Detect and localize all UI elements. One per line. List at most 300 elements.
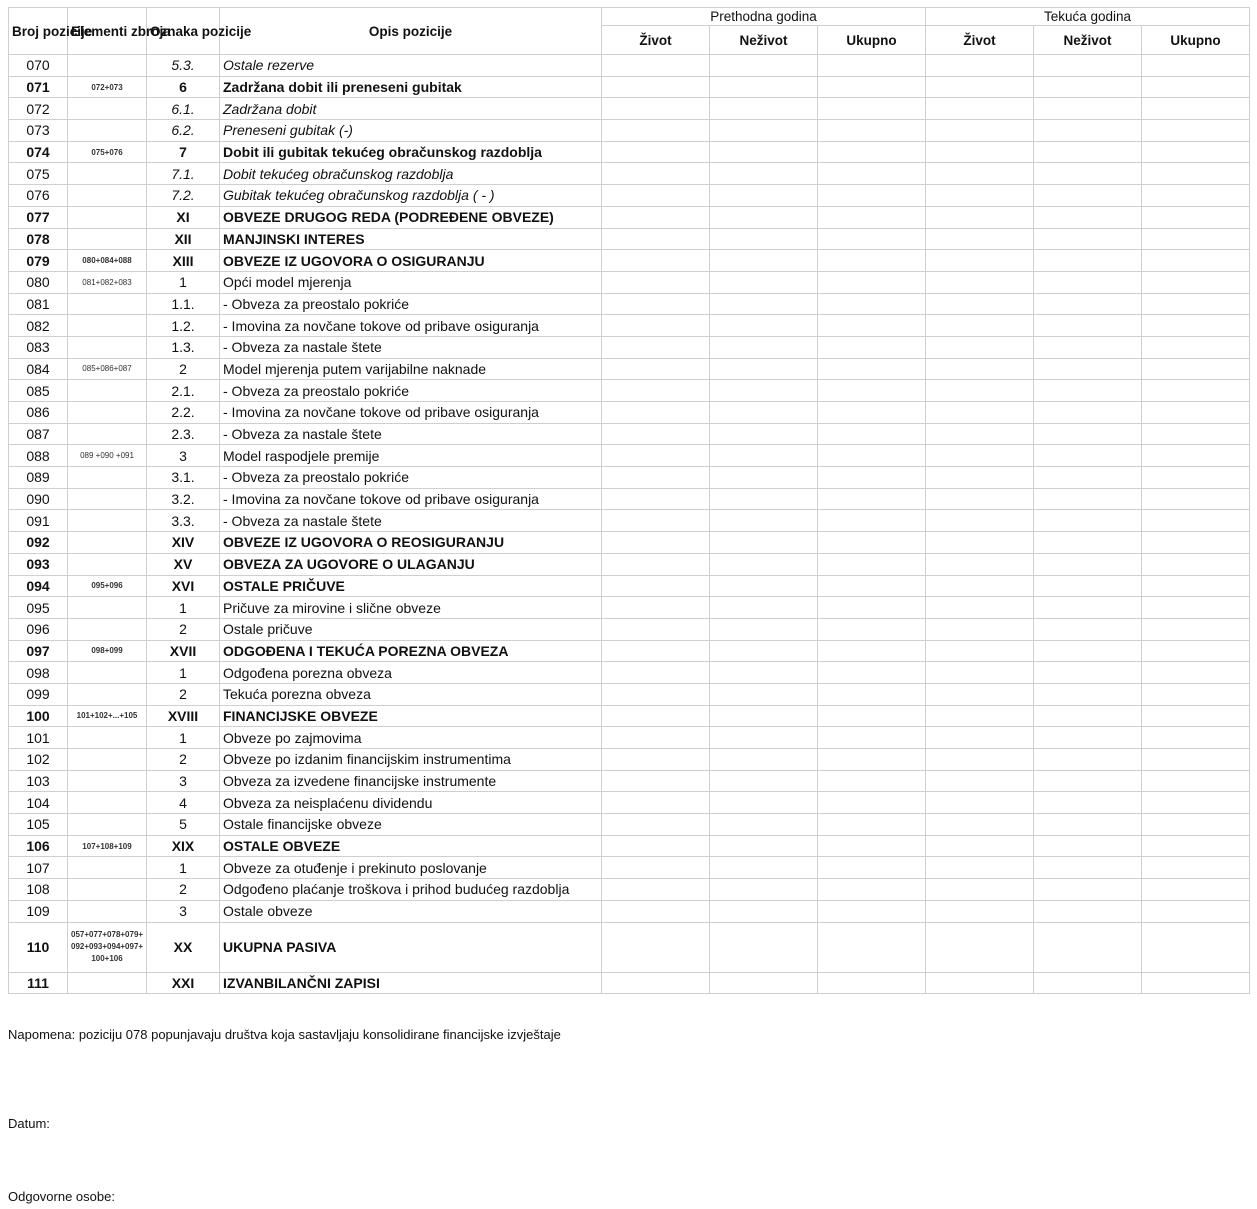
value-cell-prev-ukupno[interactable]: [818, 792, 926, 814]
value-cell-prev-ukupno[interactable]: [818, 597, 926, 619]
value-cell-prev-ukupno[interactable]: [818, 553, 926, 575]
value-cell-prev-ukupno[interactable]: [818, 683, 926, 705]
sum-elements: [68, 228, 147, 250]
table-row: [9, 228, 1250, 250]
position-number: 081: [9, 293, 68, 315]
value-cell-prev-ukupno[interactable]: [818, 402, 926, 424]
value-cell-prev-ukupno[interactable]: [818, 380, 926, 402]
value-cell-prev-nezivot[interactable]: [710, 879, 818, 901]
value-cell-cur-nezivot[interactable]: [1034, 358, 1142, 380]
position-number: 083: [9, 336, 68, 358]
value-cell-prev-nezivot[interactable]: [710, 972, 818, 994]
position-mark: 1.2.: [147, 315, 220, 337]
value-cell-cur-zivot[interactable]: [926, 445, 1034, 467]
value-cell-prev-nezivot[interactable]: [710, 423, 818, 445]
value-cell-cur-nezivot[interactable]: [1034, 662, 1142, 684]
position-description: OSTALE OBVEZE: [220, 835, 602, 857]
value-cell-cur-ukupno[interactable]: [1142, 228, 1250, 250]
value-cell-cur-ukupno[interactable]: [1142, 141, 1250, 163]
value-cell-prev-ukupno[interactable]: [818, 900, 926, 922]
value-cell-cur-ukupno[interactable]: [1142, 336, 1250, 358]
value-cell-cur-nezivot[interactable]: [1034, 510, 1142, 532]
value-cell-prev-zivot[interactable]: [602, 749, 710, 771]
value-cell-prev-zivot[interactable]: [602, 662, 710, 684]
value-cell-cur-nezivot[interactable]: [1034, 98, 1142, 120]
value-cell-cur-nezivot[interactable]: [1034, 532, 1142, 554]
value-cell-prev-nezivot[interactable]: [710, 575, 818, 597]
value-cell-cur-nezivot[interactable]: [1034, 55, 1142, 77]
position-description: - Imovina za novčane tokove od pribave osiguranja: [220, 315, 602, 337]
value-cell-prev-nezivot[interactable]: [710, 597, 818, 619]
value-cell-cur-nezivot[interactable]: [1034, 683, 1142, 705]
value-cell-prev-nezivot[interactable]: [710, 315, 818, 337]
value-cell-prev-ukupno[interactable]: [818, 423, 926, 445]
value-cell-prev-zivot[interactable]: [602, 488, 710, 510]
value-cell-prev-zivot[interactable]: [602, 727, 710, 749]
value-cell-cur-ukupno[interactable]: [1142, 749, 1250, 771]
value-cell-prev-nezivot[interactable]: [710, 553, 818, 575]
value-cell-prev-ukupno[interactable]: [818, 835, 926, 857]
value-cell-cur-zivot[interactable]: [926, 814, 1034, 836]
value-cell-cur-nezivot[interactable]: [1034, 640, 1142, 662]
value-cell-cur-zivot[interactable]: [926, 293, 1034, 315]
value-cell-cur-ukupno[interactable]: [1142, 98, 1250, 120]
value-cell-cur-ukupno[interactable]: [1142, 857, 1250, 879]
value-cell-cur-zivot[interactable]: [926, 206, 1034, 228]
value-cell-prev-nezivot[interactable]: [710, 683, 818, 705]
value-cell-prev-nezivot[interactable]: [710, 98, 818, 120]
value-cell-prev-zivot[interactable]: [602, 120, 710, 142]
value-cell-cur-ukupno[interactable]: [1142, 55, 1250, 77]
value-cell-prev-zivot[interactable]: [602, 705, 710, 727]
value-cell-prev-nezivot[interactable]: [710, 900, 818, 922]
value-cell-cur-zivot[interactable]: [926, 900, 1034, 922]
position-mark: 5.3.: [147, 55, 220, 77]
value-cell-cur-ukupno[interactable]: [1142, 922, 1250, 972]
position-description: IZVANBILANČNI ZAPISI: [220, 972, 602, 994]
value-cell-cur-nezivot[interactable]: [1034, 770, 1142, 792]
value-cell-prev-ukupno[interactable]: [818, 336, 926, 358]
value-cell-cur-nezivot[interactable]: [1034, 922, 1142, 972]
value-cell-cur-nezivot[interactable]: [1034, 972, 1142, 994]
value-cell-prev-zivot[interactable]: [602, 597, 710, 619]
table-row: [9, 553, 1250, 575]
value-cell-prev-zivot[interactable]: [602, 467, 710, 489]
value-cell-cur-zivot[interactable]: [926, 532, 1034, 554]
value-cell-cur-ukupno[interactable]: [1142, 835, 1250, 857]
value-cell-cur-zivot[interactable]: [926, 640, 1034, 662]
value-cell-prev-ukupno[interactable]: [818, 814, 926, 836]
value-cell-prev-ukupno[interactable]: [818, 467, 926, 489]
value-cell-cur-nezivot[interactable]: [1034, 553, 1142, 575]
value-cell-prev-ukupno[interactable]: [818, 705, 926, 727]
value-cell-prev-zivot[interactable]: [602, 402, 710, 424]
value-cell-prev-zivot[interactable]: [602, 293, 710, 315]
table-row: [9, 662, 1250, 684]
table-row: [9, 445, 1250, 467]
value-cell-prev-nezivot[interactable]: [710, 488, 818, 510]
value-cell-prev-nezivot[interactable]: [710, 510, 818, 532]
value-cell-prev-zivot[interactable]: [602, 380, 710, 402]
value-cell-cur-zivot[interactable]: [926, 163, 1034, 185]
value-cell-prev-nezivot[interactable]: [710, 206, 818, 228]
value-cell-prev-nezivot[interactable]: [710, 705, 818, 727]
value-cell-cur-nezivot[interactable]: [1034, 575, 1142, 597]
value-cell-prev-ukupno[interactable]: [818, 445, 926, 467]
value-cell-cur-zivot[interactable]: [926, 972, 1034, 994]
value-cell-cur-zivot[interactable]: [926, 55, 1034, 77]
position-mark: XIV: [147, 532, 220, 554]
value-cell-cur-zivot[interactable]: [926, 749, 1034, 771]
value-cell-prev-zivot[interactable]: [602, 228, 710, 250]
value-cell-cur-nezivot[interactable]: [1034, 380, 1142, 402]
table-row: [9, 98, 1250, 120]
sum-elements: [68, 662, 147, 684]
value-cell-prev-ukupno[interactable]: [818, 120, 926, 142]
value-cell-prev-nezivot[interactable]: [710, 835, 818, 857]
value-cell-cur-zivot[interactable]: [926, 510, 1034, 532]
position-mark: 3.2.: [147, 488, 220, 510]
value-cell-cur-nezivot[interactable]: [1034, 76, 1142, 98]
value-cell-cur-ukupno[interactable]: [1142, 532, 1250, 554]
sum-elements: [68, 683, 147, 705]
value-cell-prev-nezivot[interactable]: [710, 55, 818, 77]
value-cell-cur-zivot[interactable]: [926, 553, 1034, 575]
value-cell-cur-zivot[interactable]: [926, 575, 1034, 597]
value-cell-cur-nezivot[interactable]: [1034, 814, 1142, 836]
value-cell-cur-nezivot[interactable]: [1034, 250, 1142, 272]
value-cell-prev-zivot[interactable]: [602, 532, 710, 554]
value-cell-cur-ukupno[interactable]: [1142, 510, 1250, 532]
value-cell-prev-ukupno[interactable]: [818, 532, 926, 554]
value-cell-cur-ukupno[interactable]: [1142, 185, 1250, 207]
position-number: 079: [9, 250, 68, 272]
value-cell-prev-ukupno[interactable]: [818, 972, 926, 994]
value-cell-cur-ukupno[interactable]: [1142, 662, 1250, 684]
value-cell-cur-zivot[interactable]: [926, 380, 1034, 402]
value-cell-cur-ukupno[interactable]: [1142, 597, 1250, 619]
value-cell-prev-nezivot[interactable]: [710, 532, 818, 554]
value-cell-prev-nezivot[interactable]: [710, 141, 818, 163]
value-cell-prev-zivot[interactable]: [602, 618, 710, 640]
value-cell-cur-nezivot[interactable]: [1034, 727, 1142, 749]
value-cell-prev-ukupno[interactable]: [818, 662, 926, 684]
value-cell-prev-zivot[interactable]: [602, 972, 710, 994]
value-cell-prev-ukupno[interactable]: [818, 271, 926, 293]
value-cell-prev-ukupno[interactable]: [818, 358, 926, 380]
value-cell-cur-nezivot[interactable]: [1034, 271, 1142, 293]
value-cell-prev-ukupno[interactable]: [818, 163, 926, 185]
position-number: 088: [9, 445, 68, 467]
value-cell-prev-nezivot[interactable]: [710, 467, 818, 489]
balance-sheet-table: [8, 7, 1250, 994]
value-cell-prev-zivot[interactable]: [602, 315, 710, 337]
value-cell-cur-zivot[interactable]: [926, 423, 1034, 445]
position-description: Obveza za izvedene financijske instrumente: [220, 770, 602, 792]
value-cell-prev-zivot[interactable]: [602, 423, 710, 445]
value-cell-cur-zivot[interactable]: [926, 857, 1034, 879]
value-cell-cur-ukupno[interactable]: [1142, 293, 1250, 315]
value-cell-cur-zivot[interactable]: [926, 141, 1034, 163]
value-cell-cur-zivot[interactable]: [926, 792, 1034, 814]
value-cell-cur-nezivot[interactable]: [1034, 835, 1142, 857]
value-cell-prev-ukupno[interactable]: [818, 727, 926, 749]
value-cell-prev-ukupno[interactable]: [818, 857, 926, 879]
value-cell-cur-ukupno[interactable]: [1142, 705, 1250, 727]
value-cell-prev-ukupno[interactable]: [818, 879, 926, 901]
value-cell-cur-nezivot[interactable]: [1034, 185, 1142, 207]
value-cell-prev-zivot[interactable]: [602, 553, 710, 575]
value-cell-cur-ukupno[interactable]: [1142, 467, 1250, 489]
value-cell-cur-zivot[interactable]: [926, 185, 1034, 207]
value-cell-cur-zivot[interactable]: [926, 98, 1034, 120]
value-cell-prev-nezivot[interactable]: [710, 250, 818, 272]
value-cell-cur-zivot[interactable]: [926, 879, 1034, 901]
value-cell-prev-nezivot[interactable]: [710, 380, 818, 402]
value-cell-prev-zivot[interactable]: [602, 185, 710, 207]
value-cell-prev-nezivot[interactable]: [710, 749, 818, 771]
value-cell-cur-zivot[interactable]: [926, 835, 1034, 857]
value-cell-cur-zivot[interactable]: [926, 618, 1034, 640]
table-row: [9, 597, 1250, 619]
value-cell-cur-zivot[interactable]: [926, 228, 1034, 250]
value-cell-prev-ukupno[interactable]: [818, 770, 926, 792]
value-cell-cur-ukupno[interactable]: [1142, 618, 1250, 640]
value-cell-cur-zivot[interactable]: [926, 315, 1034, 337]
value-cell-cur-nezivot[interactable]: [1034, 423, 1142, 445]
value-cell-cur-zivot[interactable]: [926, 662, 1034, 684]
value-cell-cur-ukupno[interactable]: [1142, 380, 1250, 402]
position-mark: 2: [147, 358, 220, 380]
value-cell-cur-zivot[interactable]: [926, 467, 1034, 489]
value-cell-prev-nezivot[interactable]: [710, 445, 818, 467]
value-cell-cur-nezivot[interactable]: [1034, 228, 1142, 250]
value-cell-prev-nezivot[interactable]: [710, 163, 818, 185]
value-cell-prev-ukupno[interactable]: [818, 76, 926, 98]
value-cell-prev-zivot[interactable]: [602, 76, 710, 98]
position-number: 072: [9, 98, 68, 120]
value-cell-prev-ukupno[interactable]: [818, 228, 926, 250]
sum-elements: [68, 857, 147, 879]
value-cell-cur-nezivot[interactable]: [1034, 597, 1142, 619]
position-number: 108: [9, 879, 68, 901]
value-cell-prev-zivot[interactable]: [602, 55, 710, 77]
value-cell-prev-zivot[interactable]: [602, 770, 710, 792]
value-cell-cur-ukupno[interactable]: [1142, 206, 1250, 228]
value-cell-prev-nezivot[interactable]: [710, 402, 818, 424]
value-cell-prev-nezivot[interactable]: [710, 727, 818, 749]
value-cell-prev-zivot[interactable]: [602, 640, 710, 662]
value-cell-cur-nezivot[interactable]: [1034, 467, 1142, 489]
value-cell-cur-ukupno[interactable]: [1142, 727, 1250, 749]
table-row: [9, 532, 1250, 554]
value-cell-prev-ukupno[interactable]: [818, 206, 926, 228]
value-cell-cur-nezivot[interactable]: [1034, 120, 1142, 142]
value-cell-prev-nezivot[interactable]: [710, 618, 818, 640]
value-cell-prev-zivot[interactable]: [602, 792, 710, 814]
value-cell-prev-zivot[interactable]: [602, 163, 710, 185]
value-cell-prev-nezivot[interactable]: [710, 336, 818, 358]
value-cell-cur-nezivot[interactable]: [1034, 749, 1142, 771]
value-cell-cur-ukupno[interactable]: [1142, 120, 1250, 142]
value-cell-prev-zivot[interactable]: [602, 922, 710, 972]
value-cell-cur-nezivot[interactable]: [1034, 402, 1142, 424]
value-cell-cur-nezivot[interactable]: [1034, 792, 1142, 814]
value-cell-cur-ukupno[interactable]: [1142, 575, 1250, 597]
value-cell-cur-nezivot[interactable]: [1034, 705, 1142, 727]
value-cell-cur-nezivot[interactable]: [1034, 293, 1142, 315]
value-cell-prev-zivot[interactable]: [602, 575, 710, 597]
value-cell-cur-ukupno[interactable]: [1142, 358, 1250, 380]
value-cell-cur-zivot[interactable]: [926, 683, 1034, 705]
value-cell-cur-zivot[interactable]: [926, 597, 1034, 619]
value-cell-prev-nezivot[interactable]: [710, 662, 818, 684]
position-number: 071: [9, 76, 68, 98]
value-cell-cur-ukupno[interactable]: [1142, 640, 1250, 662]
value-cell-cur-zivot[interactable]: [926, 76, 1034, 98]
value-cell-cur-zivot[interactable]: [926, 922, 1034, 972]
value-cell-cur-ukupno[interactable]: [1142, 553, 1250, 575]
value-cell-cur-ukupno[interactable]: [1142, 972, 1250, 994]
value-cell-prev-nezivot[interactable]: [710, 922, 818, 972]
value-cell-cur-ukupno[interactable]: [1142, 76, 1250, 98]
value-cell-cur-ukupno[interactable]: [1142, 423, 1250, 445]
value-cell-cur-zivot[interactable]: [926, 705, 1034, 727]
value-cell-cur-nezivot[interactable]: [1034, 879, 1142, 901]
value-cell-cur-nezivot[interactable]: [1034, 488, 1142, 510]
table-row: [9, 163, 1250, 185]
table-row: [9, 402, 1250, 424]
value-cell-cur-zivot[interactable]: [926, 727, 1034, 749]
position-description: Opći model mjerenja: [220, 271, 602, 293]
table-row: [9, 857, 1250, 879]
value-cell-prev-zivot[interactable]: [602, 271, 710, 293]
value-cell-cur-zivot[interactable]: [926, 120, 1034, 142]
value-cell-cur-ukupno[interactable]: [1142, 792, 1250, 814]
value-cell-prev-zivot[interactable]: [602, 814, 710, 836]
table-row: [9, 900, 1250, 922]
value-cell-prev-ukupno[interactable]: [818, 315, 926, 337]
value-cell-cur-ukupno[interactable]: [1142, 315, 1250, 337]
value-cell-cur-ukupno[interactable]: [1142, 683, 1250, 705]
position-mark: XX: [147, 922, 220, 972]
responsible-persons-label: Odgovorne osobe:: [8, 1189, 115, 1204]
value-cell-prev-ukupno[interactable]: [818, 293, 926, 315]
value-cell-prev-nezivot[interactable]: [710, 770, 818, 792]
value-cell-cur-ukupno[interactable]: [1142, 488, 1250, 510]
sum-elements: [68, 900, 147, 922]
value-cell-prev-nezivot[interactable]: [710, 76, 818, 98]
value-cell-prev-nezivot[interactable]: [710, 228, 818, 250]
value-cell-prev-zivot[interactable]: [602, 206, 710, 228]
value-cell-cur-zivot[interactable]: [926, 770, 1034, 792]
value-cell-prev-nezivot[interactable]: [710, 293, 818, 315]
value-cell-prev-ukupno[interactable]: [818, 98, 926, 120]
value-cell-prev-zivot[interactable]: [602, 250, 710, 272]
position-description: - Imovina za novčane tokove od pribave osiguranja: [220, 402, 602, 424]
position-mark: 1: [147, 271, 220, 293]
value-cell-prev-nezivot[interactable]: [710, 857, 818, 879]
table-row: [9, 835, 1250, 857]
value-cell-cur-zivot[interactable]: [926, 250, 1034, 272]
value-cell-prev-zivot[interactable]: [602, 445, 710, 467]
position-number: 076: [9, 185, 68, 207]
value-cell-prev-zivot[interactable]: [602, 98, 710, 120]
value-cell-cur-ukupno[interactable]: [1142, 814, 1250, 836]
value-cell-prev-nezivot[interactable]: [710, 120, 818, 142]
position-mark: 1.1.: [147, 293, 220, 315]
value-cell-prev-zivot[interactable]: [602, 510, 710, 532]
value-cell-cur-nezivot[interactable]: [1034, 445, 1142, 467]
value-cell-prev-zivot[interactable]: [602, 336, 710, 358]
value-cell-cur-zivot[interactable]: [926, 271, 1034, 293]
value-cell-cur-ukupno[interactable]: [1142, 250, 1250, 272]
value-cell-prev-ukupno[interactable]: [818, 749, 926, 771]
value-cell-prev-ukupno[interactable]: [818, 185, 926, 207]
value-cell-cur-ukupno[interactable]: [1142, 163, 1250, 185]
value-cell-prev-zivot[interactable]: [602, 900, 710, 922]
value-cell-prev-zivot[interactable]: [602, 358, 710, 380]
value-cell-prev-zivot[interactable]: [602, 835, 710, 857]
header-broj: Broj pozicije: [9, 8, 68, 55]
table-row: [9, 727, 1250, 749]
value-cell-cur-nezivot[interactable]: [1034, 900, 1142, 922]
position-description: Odgođeno plaćanje troškova i prihod budućeg razdoblja: [220, 879, 602, 901]
value-cell-prev-zivot[interactable]: [602, 879, 710, 901]
value-cell-prev-ukupno[interactable]: [818, 575, 926, 597]
value-cell-cur-nezivot[interactable]: [1034, 857, 1142, 879]
value-cell-cur-nezivot[interactable]: [1034, 336, 1142, 358]
value-cell-cur-zivot[interactable]: [926, 336, 1034, 358]
position-mark: XVII: [147, 640, 220, 662]
value-cell-cur-ukupno[interactable]: [1142, 770, 1250, 792]
sum-elements: [68, 488, 147, 510]
value-cell-prev-ukupno[interactable]: [818, 488, 926, 510]
value-cell-cur-nezivot[interactable]: [1034, 618, 1142, 640]
value-cell-prev-nezivot[interactable]: [710, 640, 818, 662]
value-cell-prev-ukupno[interactable]: [818, 250, 926, 272]
value-cell-cur-zivot[interactable]: [926, 488, 1034, 510]
table-row: [9, 922, 1250, 972]
value-cell-prev-zivot[interactable]: [602, 857, 710, 879]
value-cell-prev-nezivot[interactable]: [710, 185, 818, 207]
value-cell-cur-ukupno[interactable]: [1142, 445, 1250, 467]
value-cell-cur-ukupno[interactable]: [1142, 271, 1250, 293]
value-cell-prev-zivot[interactable]: [602, 683, 710, 705]
value-cell-prev-ukupno[interactable]: [818, 55, 926, 77]
value-cell-prev-ukupno[interactable]: [818, 922, 926, 972]
value-cell-cur-ukupno[interactable]: [1142, 879, 1250, 901]
value-cell-cur-nezivot[interactable]: [1034, 141, 1142, 163]
value-cell-prev-nezivot[interactable]: [710, 271, 818, 293]
value-cell-cur-zivot[interactable]: [926, 358, 1034, 380]
value-cell-cur-nezivot[interactable]: [1034, 315, 1142, 337]
value-cell-prev-nezivot[interactable]: [710, 792, 818, 814]
position-description: Obveza za neisplaćenu dividendu: [220, 792, 602, 814]
value-cell-prev-nezivot[interactable]: [710, 814, 818, 836]
value-cell-cur-ukupno[interactable]: [1142, 402, 1250, 424]
value-cell-prev-zivot[interactable]: [602, 141, 710, 163]
value-cell-cur-nezivot[interactable]: [1034, 206, 1142, 228]
value-cell-prev-ukupno[interactable]: [818, 640, 926, 662]
value-cell-prev-nezivot[interactable]: [710, 358, 818, 380]
value-cell-prev-ukupno[interactable]: [818, 510, 926, 532]
value-cell-prev-ukupno[interactable]: [818, 141, 926, 163]
value-cell-cur-nezivot[interactable]: [1034, 163, 1142, 185]
value-cell-cur-ukupno[interactable]: [1142, 900, 1250, 922]
value-cell-cur-zivot[interactable]: [926, 402, 1034, 424]
value-cell-prev-ukupno[interactable]: [818, 618, 926, 640]
